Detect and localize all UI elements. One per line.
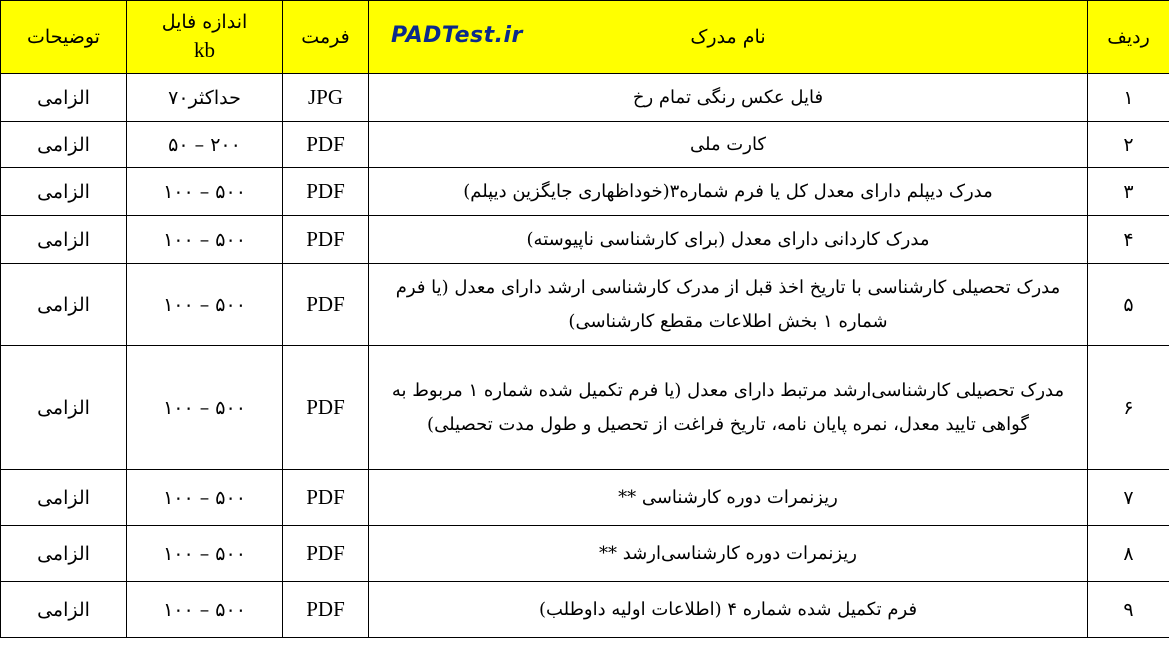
file-format: PDF bbox=[283, 470, 369, 526]
file-size: ۵۰۰ – ۱۰۰ bbox=[127, 216, 283, 264]
header-notes: توضیحات bbox=[1, 1, 127, 74]
table-row bbox=[1, 264, 1169, 346]
document-name: مدرک کاردانی دارای معدل (برای کارشناسی ناپیوسته) bbox=[369, 216, 1088, 264]
row-number: ۵ bbox=[1088, 264, 1169, 346]
file-size: حداکثر۷۰ bbox=[127, 74, 283, 122]
file-size: ۵۰۰ – ۱۰۰ bbox=[127, 264, 283, 346]
file-format: PDF bbox=[283, 346, 369, 470]
row-note: الزامی bbox=[1, 168, 127, 216]
row-number: ۷ bbox=[1088, 470, 1169, 526]
header-format: فرمت bbox=[283, 1, 369, 74]
document-name: کارت ملی bbox=[369, 122, 1088, 168]
document-name: فرم تکمیل شده شماره ۴ (اطلاعات اولیه داوطلب) bbox=[369, 582, 1088, 638]
row-note: الزامی bbox=[1, 346, 127, 470]
header-row-number: ردیف bbox=[1088, 1, 1169, 74]
file-format: JPG bbox=[283, 74, 369, 122]
row-number: ۴ bbox=[1088, 216, 1169, 264]
file-format: PDF bbox=[283, 122, 369, 168]
table-row bbox=[1, 122, 1169, 168]
document-name: مدرک دیپلم دارای معدل کل یا فرم شماره۳(خوداظهاری جایگزین دیپلم) bbox=[369, 168, 1088, 216]
row-note: الزامی bbox=[1, 526, 127, 582]
file-format: PDF bbox=[283, 168, 369, 216]
file-size: ۵۰۰ – ۱۰۰ bbox=[127, 470, 283, 526]
document-name: فایل عکس رنگی تمام رخ bbox=[369, 74, 1088, 122]
padtest-logo: PADTest.ir bbox=[391, 23, 523, 48]
table-row bbox=[1, 74, 1169, 122]
row-number: ۶ bbox=[1088, 346, 1169, 470]
header-file-size-unit: kb bbox=[194, 37, 215, 62]
file-size: ۵۰۰ – ۱۰۰ bbox=[127, 168, 283, 216]
table-row bbox=[1, 470, 1169, 526]
header-document-name-label: نام مدرک bbox=[690, 26, 766, 48]
table-row bbox=[1, 582, 1169, 638]
row-note: الزامی bbox=[1, 470, 127, 526]
row-note: الزامی bbox=[1, 74, 127, 122]
row-note: الزامی bbox=[1, 264, 127, 346]
row-note: الزامی bbox=[1, 122, 127, 168]
document-name: ریزنمرات دوره کارشناسی ** bbox=[369, 470, 1088, 526]
file-format: PDF bbox=[283, 526, 369, 582]
file-size: ۵۰۰ – ۱۰۰ bbox=[127, 346, 283, 470]
document-name: مدرک تحصیلی کارشناسی با تاریخ اخذ قبل از مدرک کارشناسی ارشد دارای معدل (یا فرم شماره ۱ بخش اطلاعات مقطع کارشناسی) bbox=[369, 264, 1088, 346]
document-name: مدرک تحصیلی کارشناسی‌ارشد مرتبط دارای معدل (یا فرم تکمیل شده شماره ۱ مربوط به گواهی تایید معدل، نمره پایان نامه، تاریخ فراغت از تحصیل و طول مدت تحصیلی) bbox=[369, 346, 1088, 470]
table-row bbox=[1, 168, 1169, 216]
row-number: ۳ bbox=[1088, 168, 1169, 216]
header-document-name bbox=[369, 1, 1088, 74]
header-file-size-label: اندازه فایل bbox=[161, 11, 248, 33]
file-size: ۲۰۰ – ۵۰ bbox=[127, 122, 283, 168]
file-format: PDF bbox=[283, 582, 369, 638]
table-row bbox=[1, 526, 1169, 582]
table-row bbox=[1, 216, 1169, 264]
row-number: ۲ bbox=[1088, 122, 1169, 168]
row-number: ۹ bbox=[1088, 582, 1169, 638]
row-number: ۸ bbox=[1088, 526, 1169, 582]
file-size: ۵۰۰ – ۱۰۰ bbox=[127, 582, 283, 638]
file-format: PDF bbox=[283, 216, 369, 264]
file-size: ۵۰۰ – ۱۰۰ bbox=[127, 526, 283, 582]
row-note: الزامی bbox=[1, 582, 127, 638]
header-file-size bbox=[127, 1, 283, 74]
row-number: ۱ bbox=[1088, 74, 1169, 122]
file-format: PDF bbox=[283, 264, 369, 346]
table-row bbox=[1, 346, 1169, 470]
header-row bbox=[1, 1, 1169, 74]
document-name: ریزنمرات دوره کارشناسی‌ارشد ** bbox=[369, 526, 1088, 582]
row-note: الزامی bbox=[1, 216, 127, 264]
